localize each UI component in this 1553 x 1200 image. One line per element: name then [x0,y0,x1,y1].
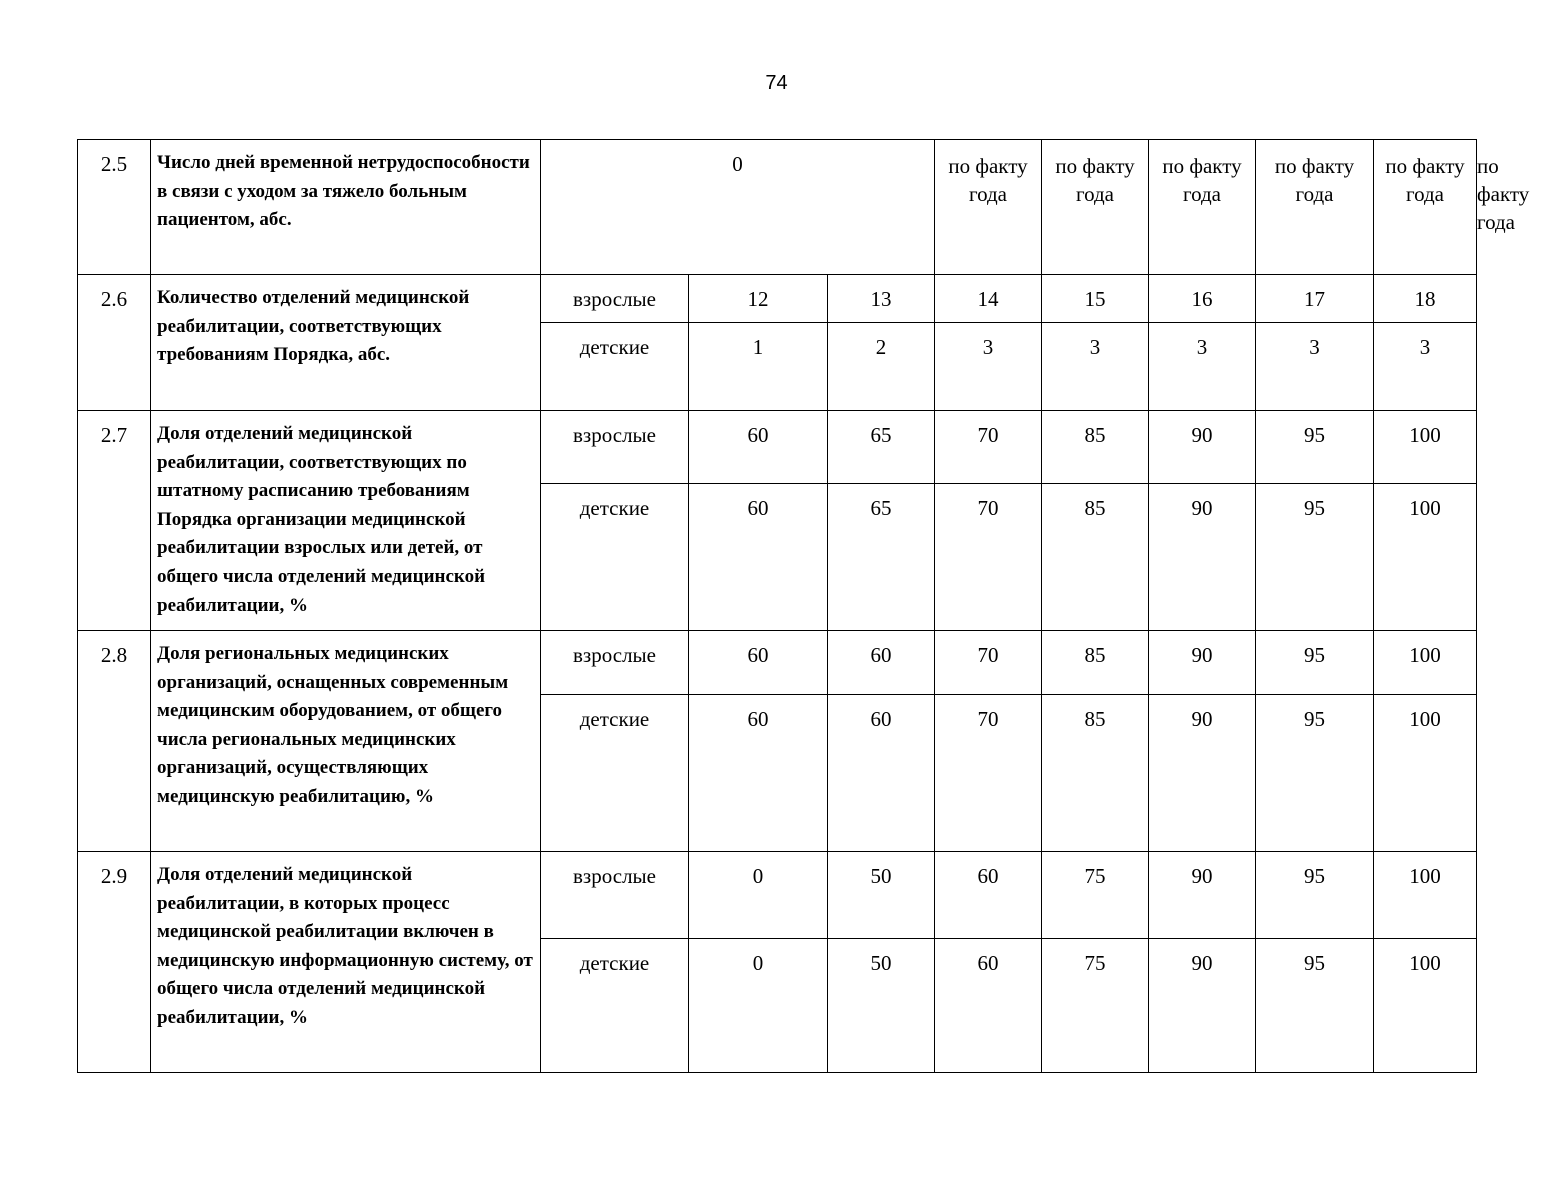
group-label: детские [541,323,689,411]
year-value: 100 [1374,852,1477,939]
year-value: 60 [935,939,1042,1073]
table-row [78,275,1477,323]
year-value: 60 [689,484,828,631]
year-value: 50 [828,852,935,939]
year-value: 3 [1149,323,1256,411]
base-value: 0 [541,140,935,275]
group-label: детские [541,695,689,852]
year-value: 100 [1374,631,1477,695]
indicator-name: Доля отделений медицинской реабилитации, в которых процесс медицинской реабилитации включен в медицинскую информационную систему, от общего числа отделений медицинской реабилитации, % [151,852,541,1073]
group-label: детские [541,939,689,1073]
year-value: 70 [935,411,1042,484]
indicator-name: Число дней временной нетрудоспособности в связи с уходом за тяжело больным пациентом, абс. [151,140,541,275]
year-value: 90 [1149,695,1256,852]
year-value: 90 [1149,852,1256,939]
year-value: 3 [935,323,1042,411]
year-value: по факту года [1042,140,1149,275]
year-value: 95 [1256,484,1374,631]
year-value: 90 [1149,631,1256,695]
year-value: 100 [1374,411,1477,484]
year-value: 14 [935,275,1042,323]
year-value: 17 [1256,275,1374,323]
year-value: 70 [935,484,1042,631]
year-value: 95 [1256,411,1374,484]
year-value: 60 [828,695,935,852]
indicator-name: Доля региональных медицинских организаций, оснащенных современным медицинским оборудованием, от общего числа региональных медицинских организаций, осуществляющих медицинскую реабилитацию, % [151,631,541,852]
year-value: 3 [1256,323,1374,411]
year-value: 60 [935,852,1042,939]
table-row [78,852,1477,939]
year-value: 75 [1042,852,1149,939]
year-value: 90 [1149,484,1256,631]
year-value: 95 [1256,852,1374,939]
year-value: 95 [1256,695,1374,852]
year-value: 15 [1042,275,1149,323]
row-number: 2.9 [78,852,151,1073]
year-value: 95 [1256,939,1374,1073]
year-value: 85 [1042,484,1149,631]
year-value: 90 [1149,411,1256,484]
year-value: 95 [1256,631,1374,695]
year-value: по факту года [935,140,1042,275]
group-label: взрослые [541,411,689,484]
year-value: 65 [828,484,935,631]
year-value: 60 [689,695,828,852]
year-value: 1 [689,323,828,411]
year-value: 100 [1374,695,1477,852]
table-row: 2.5 Число дней временной нетрудоспособности в связи с уходом за тяжело больным пациентом, абс. 0 по факту года по факту года по факту года по факту года по факту года по факту года [78,140,1477,275]
group-label: взрослые [541,852,689,939]
year-value: 50 [828,939,935,1073]
year-value: 0 [689,852,828,939]
year-value: 16 [1149,275,1256,323]
row-number: 2.7 [78,411,151,631]
year-value: 3 [1042,323,1149,411]
year-value: 70 [935,631,1042,695]
year-value: 85 [1042,695,1149,852]
year-value: 100 [1374,939,1477,1073]
year-value: 2 [828,323,935,411]
year-value: по факту года [1374,140,1477,275]
table-row [78,411,1477,484]
year-value: 100 [1374,484,1477,631]
year-value: 12 [689,275,828,323]
group-label: детские [541,484,689,631]
group-label: взрослые [541,275,689,323]
year-value: 60 [689,631,828,695]
year-value: 18 [1374,275,1477,323]
table-row [78,631,1477,695]
year-value: 70 [935,695,1042,852]
year-value: по факту года [1256,140,1374,275]
year-value: 3 [1374,323,1477,411]
year-value: 90 [1149,939,1256,1073]
year-value: 60 [828,631,935,695]
year-value: 13 [828,275,935,323]
table-body [78,140,1530,1073]
year-value: 75 [1042,939,1149,1073]
year-value: 85 [1042,411,1149,484]
year-value: по факту года [1149,140,1256,275]
indicator-name: Доля отделений медицинской реабилитации, соответствующих по штатному расписанию требованиям Порядка организации медицинской реабилитации взрослых или детей, от общего числа отделений медицинской реабилитации, % [151,411,541,631]
year-value: 85 [1042,631,1149,695]
row-number: 2.8 [78,631,151,852]
year-value: 60 [689,411,828,484]
group-label: взрослые [541,631,689,695]
page-number: 74 [765,72,788,94]
year-value: 65 [828,411,935,484]
indicators-table [77,139,1530,1073]
year-value: 0 [689,939,828,1073]
row-number: 2.5 [78,140,151,275]
indicator-name: Количество отделений медицинской реабилитации, соответствующих требованиям Порядка, абс. [151,275,541,411]
row-number: 2.6 [78,275,151,411]
